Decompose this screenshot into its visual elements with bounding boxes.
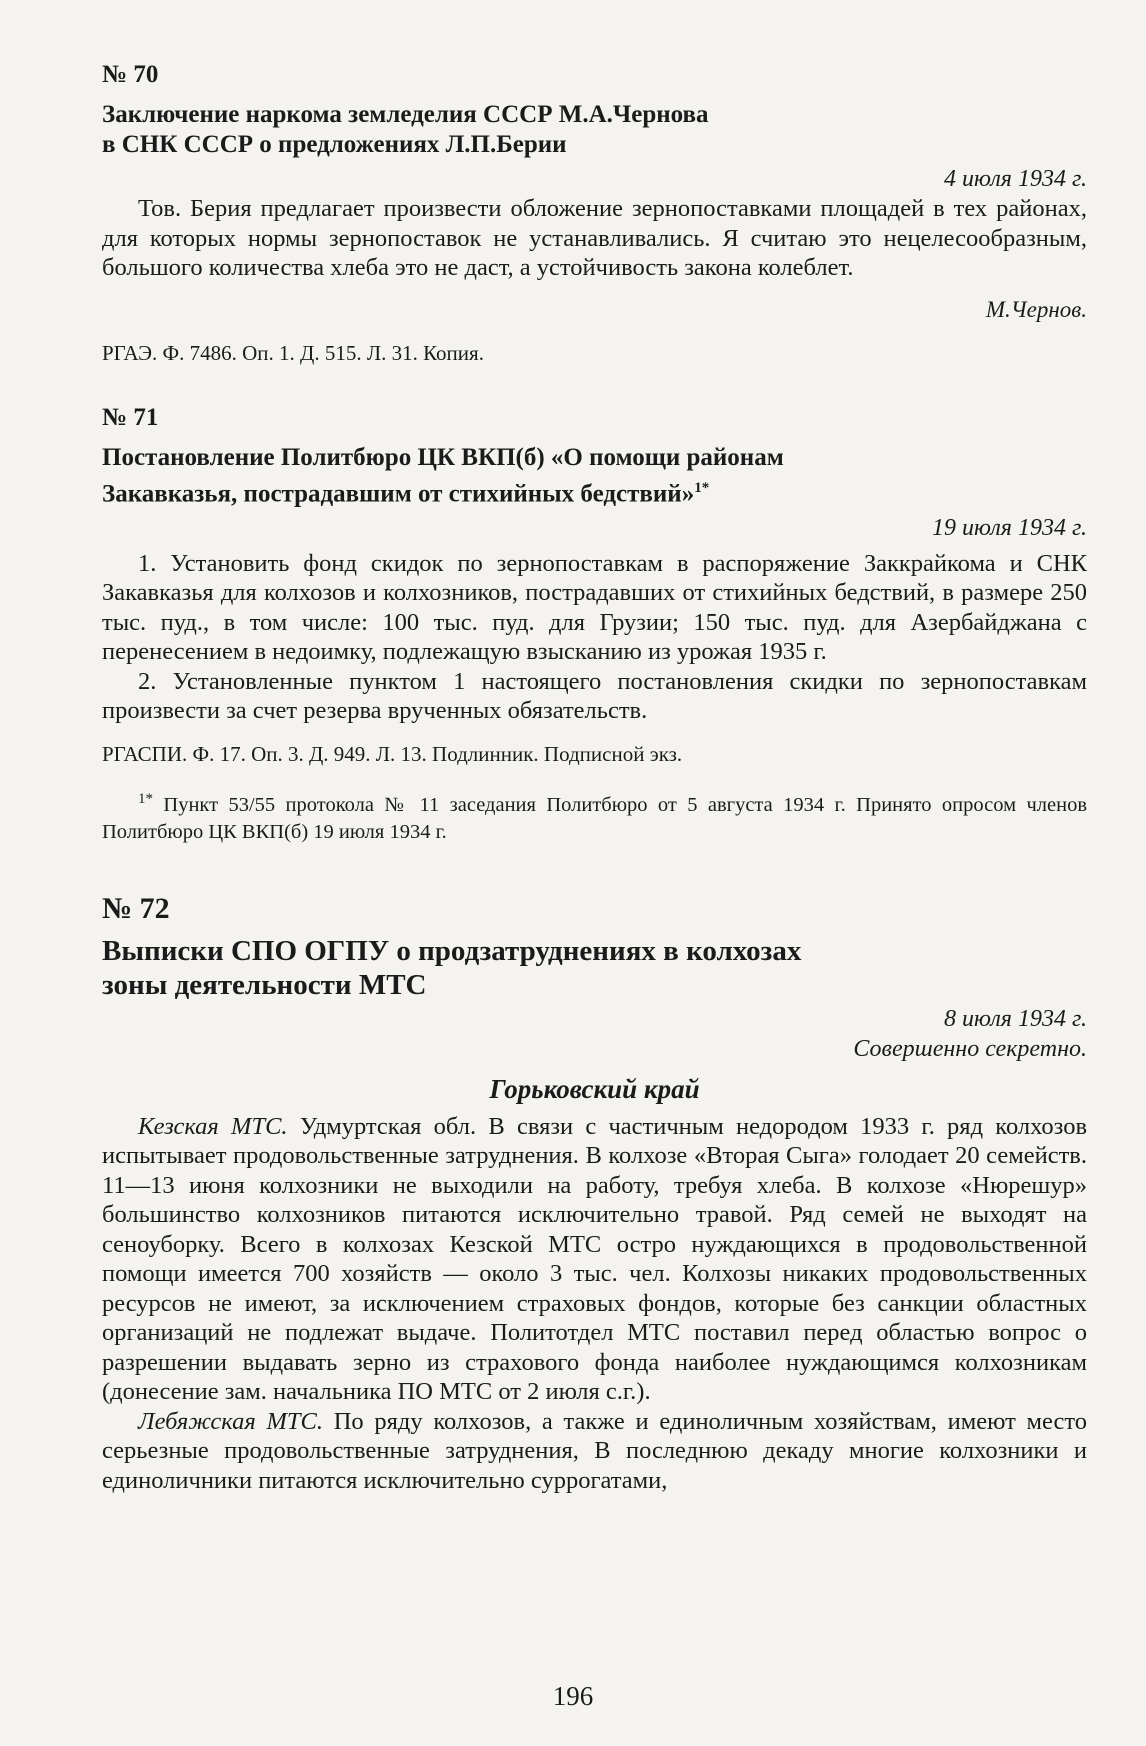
doc-70-archive: РГАЭ. Ф. 7486. Оп. 1. Д. 515. Л. 31. Копия.	[102, 340, 484, 365]
doc-70-title-line1: Заключение наркома земледелия СССР М.А.Чернова	[102, 101, 709, 128]
doc-71-title-line1: Постановление Политбюро ЦК ВКП(б) «О помощи районам	[102, 443, 784, 471]
doc-70	[102, 60, 1087, 367]
doc-71-title-line2-wrap	[102, 473, 1087, 509]
doc-72-number: № 72	[102, 891, 170, 925]
doc-72-region: Горьковский край	[489, 1073, 700, 1104]
doc-71-number: № 71	[102, 403, 159, 431]
doc-72	[102, 892, 1087, 1496]
doc-72-title-line1: Выписки СПО ОГПУ о продзатруднениях в колхозах	[102, 934, 802, 967]
doc-70-signature: М.Чернов.	[985, 296, 1087, 322]
page-number: 196	[552, 1681, 594, 1711]
document-page	[102, 60, 1087, 1495]
doc-72-p2-text: По ряду колхозов, а также и единоличным хозяйствам, имеют место серьезные продовольственные затруднения, В последнюю декаду многие колхозники и единоличники питаются исключительно суррогатами,	[102, 1407, 1088, 1494]
doc-71-archive: РГАСПИ. Ф. 17. Оп. 3. Д. 949. Л. 13. Подлинник. Подписной экз.	[102, 741, 683, 766]
footnote-text: Пункт 53/55 протокола № 11 заседания Политбюро от 5 августа 1934 г. Принято опросом членов Политбюро ЦК ВКП(б) 19 июля 1934 г.	[102, 793, 1087, 843]
footnote-mark: 1*	[138, 790, 153, 807]
doc-72-title-line2: зоны деятельности МТС	[102, 968, 427, 1001]
doc-72-secrecy: Совершенно секретно.	[853, 1035, 1087, 1062]
doc-71-title-line2: Закавказья, пострадавшим от стихийных бедствий»	[102, 479, 695, 507]
doc-72-p1-text: Удмуртская обл. В связи с частичным недородом 1933 г. ряд колхозов испытывает продовольственные затруднения. В колхозе «Вторая Сыга» голодает 20 семейств. 11—13 июня колхозники не выходили на работу, требуя хлеба. В колхозе «Нюрешур» большинство колхозников питаются исключительно травой. Ряд семей не выходят на сеноуборку. Всего в колхозах Кезской МТС остро нуждающихся в продовольственной помощи имеется 700 хозяйств — около 3 тыс. чел. Колхозы никаких продовольственных ресурсов не имеют, за исключением страховых фондов, которые без санкции областных организаций не подлежат выдаче. Политотдел МТС поставил перед областью вопрос о разрешении выдавать зерно из страхового фонда наиболее нуждающимся колхозникам (донесение зам. начальника ПО МТС от 2 июля с.г.).	[102, 1112, 1088, 1406]
doc-71-footnote-ref[interactable]: 1*	[694, 479, 710, 496]
doc-71-date: 19 июля 1934 г.	[932, 514, 1087, 541]
doc-72-para2	[102, 1407, 1087, 1496]
doc-71-para2: 2. Установленные пунктом 1 настоящего постановления скидки по зернопоставкам произвести за счет резерва врученных обязательств.	[102, 667, 1087, 725]
doc-70-body: Тов. Берия предлагает произвести обложение зернопоставками площадей в тех районах, для которых нормы зернопоставок не устанавливались. Я считаю это нецелесообразным, большого количества хлеба это не даст, а устойчивость закона колеблет.	[102, 195, 1087, 281]
doc-70-date: 4 июля 1934 г.	[944, 166, 1087, 192]
doc-72-p1-lead: Кезская МТС.	[138, 1112, 288, 1140]
doc-70-number: № 70	[102, 61, 159, 88]
doc-72-para1	[102, 1112, 1087, 1407]
doc-71-para1: 1. Установить фонд скидок по зернопоставкам в распоряжение Заккрайкома и СНК Закавказья для колхозов и колхозников, пострадавших от стихийных бедствий, в размере 250 тыс. пуд., в том числе: 100 тыс. пуд. для Грузии; 150 тыс. пуд. для Азербайджана с перенесением в недоимку, подлежащую взысканию из урожая 1935 г.	[102, 549, 1087, 666]
doc-72-date: 8 июля 1934 г.	[944, 1005, 1087, 1032]
doc-71	[102, 403, 1087, 846]
doc-72-p2-lead: Лебяжская МТС.	[138, 1407, 324, 1435]
doc-70-title-line2: в СНК СССР о предложениях Л.П.Берии	[102, 131, 567, 158]
doc-71-footnote	[102, 786, 1087, 846]
